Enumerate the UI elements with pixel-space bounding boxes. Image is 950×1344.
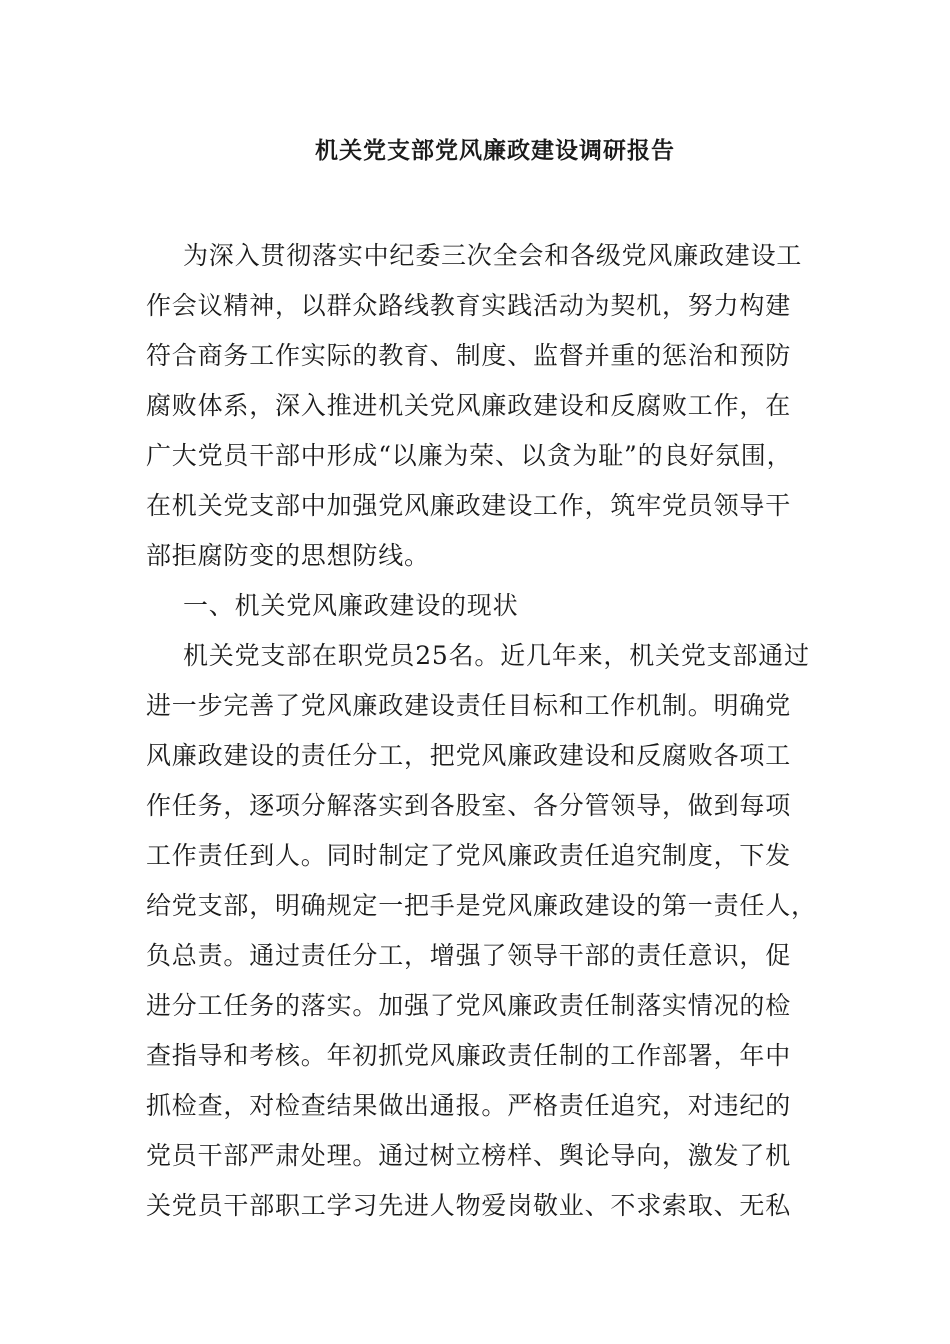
paragraph-line: 为深入贯彻落实中纪委三次全会和各级党风廉政建设工 [183,241,803,270]
paragraph-line: 符合商务工作实际的教育、制度、监督并重的惩治和预防 [146,341,792,370]
paragraph-line: 关党员干部职工学习先进人物爱岗敬业、不求索取、无私 [146,1191,792,1220]
paragraph-line: 腐败体系，深入推进机关党风廉政建设和反腐败工作，在 [146,391,792,420]
paragraph-line: 进分工任务的落实。加强了党风廉政责任制落实情况的检 [146,991,792,1020]
paragraph-line: 在机关党支部中加强党风廉政建设工作，筑牢党员领导干 [146,491,792,520]
paragraph-line: 广大党员干部中形成“以廉为荣、以贪为耻”的良好氛围， [146,441,793,470]
paragraph-line: 机关党支部在职党员25名。近几年来，机关党支部通过 [183,641,810,670]
paragraph-line: 工作责任到人。同时制定了党风廉政责任追究制度，下发 [146,841,792,870]
paragraph-line: 部拒腐防变的思想防线。 [146,541,430,570]
paragraph-line: 作任务，逐项分解落实到各股室、各分管领导，做到每项 [146,791,792,820]
paragraph-line: 给党支部，明确规定一把手是党风廉政建设的第一责任人， [146,891,817,920]
paragraph-line: 负总责。通过责任分工，增强了领导干部的责任意识，促 [146,941,792,970]
document-title: 机关党支部党风廉政建设调研报告 [315,137,675,164]
document-body [146,231,817,1231]
paragraph-line: 作会议精神，以群众路线教育实践活动为契机，努力构建 [146,291,792,320]
paragraph-line: 党员干部严肃处理。通过树立榜样、舆论导向，激发了机 [146,1141,792,1170]
section-heading: 一、机关党风廉政建设的现状 [183,591,519,620]
paragraph-line: 风廉政建设的责任分工，把党风廉政建设和反腐败各项工 [146,741,792,770]
paragraph-line: 查指导和考核。年初抓党风廉政责任制的工作部署，年中 [146,1041,792,1070]
paragraph-line: 抓检查，对检查结果做出通报。严格责任追究，对违纪的 [146,1091,792,1120]
paragraph-line: 进一步完善了党风廉政建设责任目标和工作机制。明确党 [146,691,792,720]
